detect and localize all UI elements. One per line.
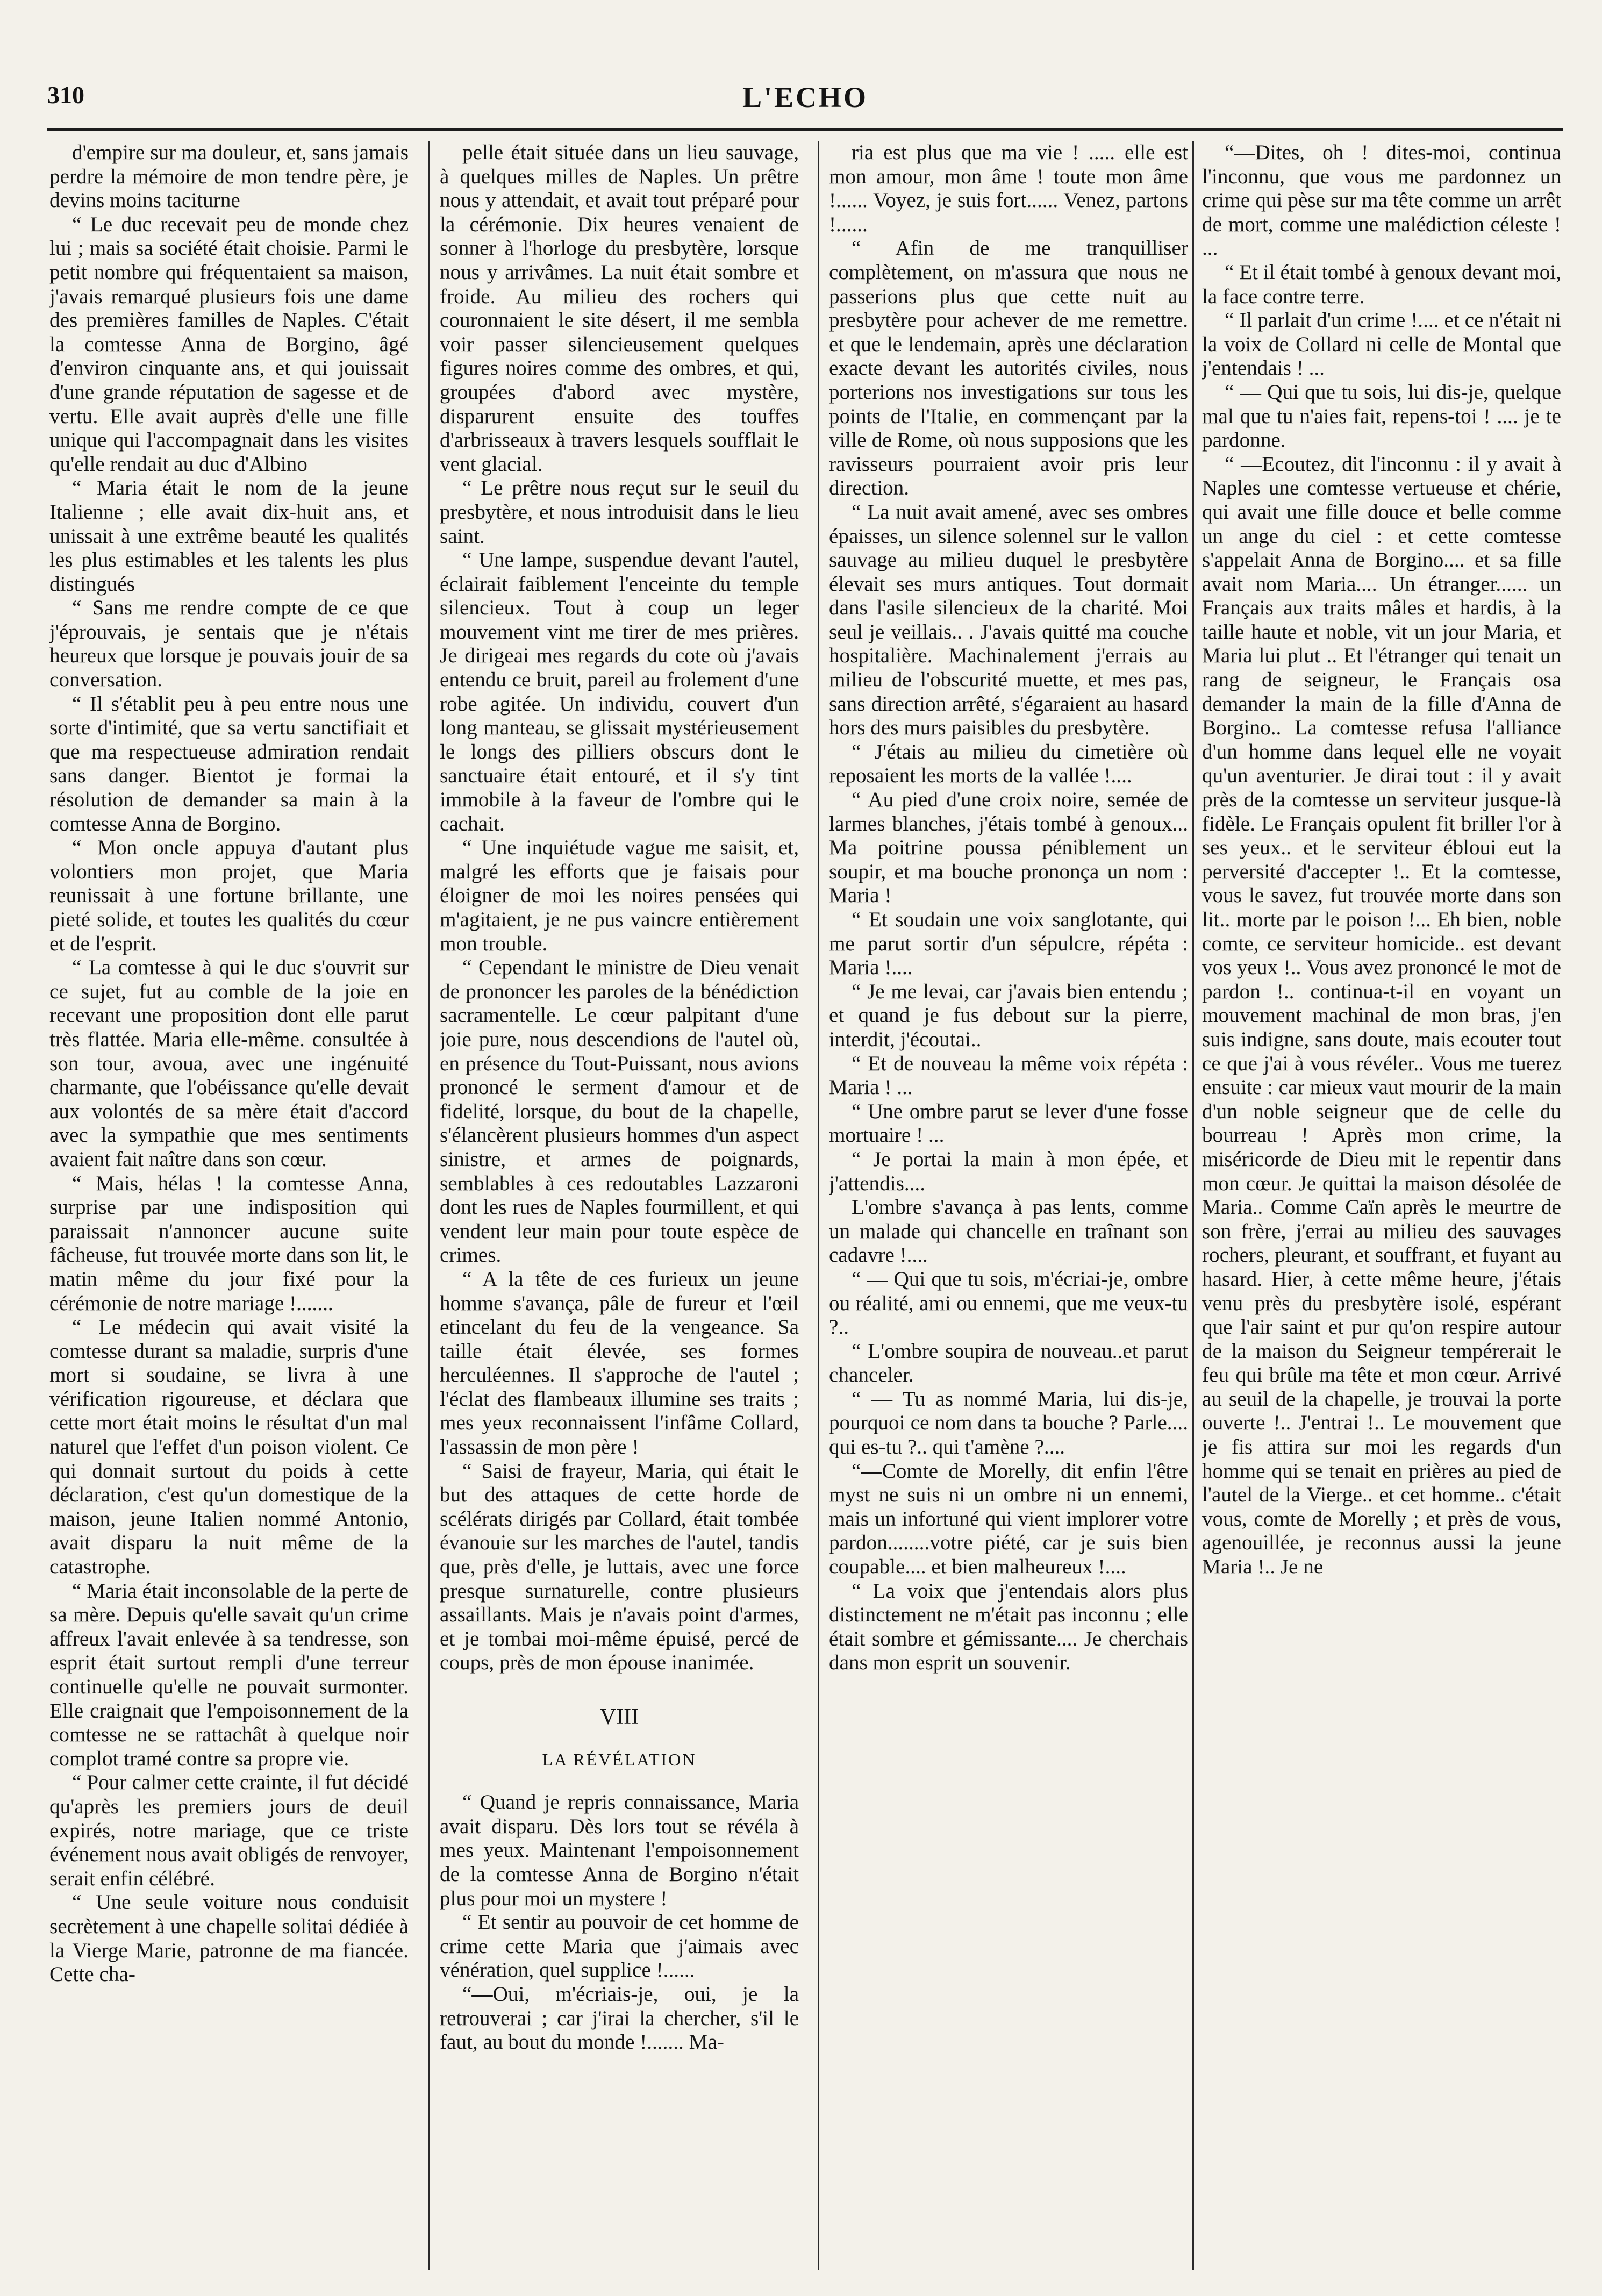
paragraph: “ La nuit avait amené, avec ses ombres épaisses, un silence solennel sur le vallon sauvage au milieu duquel le presbytère élevait ses murs antiques. Tout dormait dans l'asile silencieux de la charité. Moi seul je veillais.. . J'avais quitté ma couche hospitalière. Machinalement j'errais au milieu de l'obscurité muette, et mes pas, sans direction arrêté, s'égaraient au hasard hors des murs paisibles du presbytère. [829, 500, 1188, 740]
paragraph: “ Une inquiétude vague me saisit, et, malgré les efforts que je faisais pour éloigner de moi les noires pensées qui m'agitaient, je ne pus vaincre entièrement mon trouble. [440, 836, 799, 955]
column-divider [1192, 141, 1194, 2270]
paragraph: “ Afin de me tranquilliser complètement, on m'assura que nous ne passerions plus que cette nuit au presbytère pour achever de me remettre. et que le lendemain, après une déclaration exacte devant les autorités civiles, nous porterions nos investigations sur tous les points de l'Italie, en commençant par la ville de Rome, où nous supposions que les ravisseurs pourraient avoir pris leur direction. [829, 237, 1188, 500]
paragraph: “ Mon oncle appuya d'autant plus volontiers mon projet, que Maria reunissait à une fortune brillante, une pieté solide, et toutes les qualités du cœur et de l'esprit. [49, 836, 409, 955]
text-column-4 [1202, 141, 1561, 2270]
text-column-2 [440, 141, 799, 2270]
paragraph: “ Je portai la main à mon épée, et j'attendis.... [829, 1147, 1188, 1195]
text-column-3 [829, 141, 1188, 2270]
paragraph: “ A la tête de ces furieux un jeune homme s'avança, pâle de fureur et l'œil etincelant du feu de la vengeance. Sa taille était élevée, ses formes herculéennes. Il s'approche de l'autel ; l'éclat des flambeaux illumine ses traits ; mes yeux reconnaissent l'infâme Collard, l'assassin de mon père ! [440, 1267, 799, 1459]
chapter-number: VIII [599, 1705, 639, 1729]
paragraph: “ — Tu as nommé Maria, lui dis-je, pourquoi ce nom dans ta bouche ? Parle.... qui es-tu ?.. qui t'amène ?.... [829, 1387, 1188, 1459]
page-title: L'ECHO [742, 81, 869, 113]
paragraph: “—Dites, oh ! dites-moi, continua l'inconnu, que vous me pardonnez un crime qui pèse sur ma tête comme un arrêt de mort, comme une malédiction céleste ! ... [1202, 141, 1561, 260]
paragraph: “ Une lampe, suspendue devant l'autel, éclairait faiblement l'enceinte du temple silencieux. Tout à coup un leger mouvement vint me tirer de mes prières. Je dirigeai mes regards du cote où j'avais entendu ce bruit, pareil au frolement d'une robe agitée. Un individu, couvert d'un long manteau, se glissait mystérieusement le longs des pilliers obscurs dont le sanctuaire était entouré, et il s'y tint immobile à la faveur de l'ombre qui le cachait. [440, 548, 799, 835]
header-rule [47, 128, 1563, 131]
paragraph: “ Le prêtre nous reçut sur le seuil du presbytère, et nous introduisit dans le lieu saint. [440, 476, 799, 548]
paragraph: “ Sans me rendre compte de ce que j'éprouvais, je sentais que je n'étais heureux que lorsque je pouvais jouir de sa conversation. [49, 596, 409, 692]
paragraph: d'empire sur ma douleur, et, sans jamais perdre la mémoire de mon tendre père, je devins moins taciturne [49, 141, 409, 212]
paragraph: “ Le médecin qui avait visité la comtesse durant sa maladie, surpris d'une mort si soudaine, se livra à une vérification rigoureuse, et déclara que cette mort était moins le résultat d'un mal naturel que l'effet d'un poison violent. Ce qui donnait surtout du poids à cette déclaration, c'est qu'un domestique de la maison, jeune Italien nommé Antonio, avait disparu la nuit même de la catastrophe. [49, 1315, 409, 1579]
paragraph: “ — Qui que tu sois, lui dis-je, quelque mal que tu n'aies fait, repens-toi ! .... je te pardonne. [1202, 380, 1561, 452]
paragraph: “ Pour calmer cette crainte, il fut décidé qu'après les premiers jours de deuil expirés, notre mariage, que ce triste événement nous avait obligés de renvoyer, serait enfin célébré. [49, 1771, 409, 1890]
paragraph: “—Comte de Morelly, dit enfin l'être myst ne suis ni un ombre ni un ennemi, mais un infortuné qui vient implorer votre pardon........votre piété, car je suis bien coupable.... et bien malheureux !.... [829, 1459, 1188, 1579]
paragraph: “ J'étais au milieu du cimetière où reposaient les morts de la vallée !.... [829, 740, 1188, 788]
paragraph: “ — Qui que tu sois, m'écriai-je, ombre ou réalité, ami ou ennemi, que me veux-tu ?.. [829, 1267, 1188, 1339]
paragraph: “ La voix que j'entendais alors plus distinctement ne m'était pas inconnu ; elle était sombre et gémissante.... Je cherchais dans mon esprit un souvenir. [829, 1579, 1188, 1675]
paragraph: “ Cependant le ministre de Dieu venait de prononcer les paroles de la bénédiction sacramentelle. Le cœur palpitant d'une joie pure, nous descendions de l'autel où, en présence du Tout-Puissant, nous avions prononcé le serment d'amour et de fidelité, lorsque, du bout de la chapelle, s'élancèrent plusieurs hommes d'un aspect sinistre, et armes de poignards, semblables à ces redoutables Lazzaroni dont les rues de Naples fourmillent, et qui vendent leur main pour toute espèce de crimes. [440, 956, 799, 1267]
paragraph: “ Une ombre parut se lever d'une fosse mortuaire ! ... [829, 1099, 1188, 1147]
paragraph: “ Il parlait d'un crime !.... et ce n'était ni la voix de Collard ni celle de Montal que j'entendais ! ... [1202, 309, 1561, 380]
paragraph: pelle était située dans un lieu sauvage, à quelques milles de Naples. Un prêtre nous y attendait, et avait tout préparé pour la cérémonie. Dix heures venaient de sonner à l'horloge du presbytère, lorsque nous y arrivâmes. La nuit était sombre et froide. Au milieu des rochers qui couronnaient le site désert, il me sembla voir passer silencieusement quelques figures noires comme des ombres, et qui, groupées d'abord avec mystère, disparurent ensuite des touffes d'arbrisseaux à travers lesquels soufflait le vent glacial. [440, 141, 799, 476]
paragraph: “ Et de nouveau la même voix répéta : Maria ! ... [829, 1052, 1188, 1099]
paragraph: “ La comtesse à qui le duc s'ouvrit sur ce sujet, fut au comble de la joie en recevant une proposition dont elle parut très flattée. Maria elle-même. consultée à son tour, avoua, avec une ingénuité charmante, que l'obéissance qu'elle devait aux volontés de sa mère était d'accord avec la sympathie que mes sentiments avaient fait naître dans son cœur. [49, 956, 409, 1171]
paragraph: “ Mais, hélas ! la comtesse Anna, surprise par une indisposition qui paraissait n'annoncer aucune suite fâcheuse, fut trouvée morte dans son lit, le matin même du jour fixé pour la cérémonie de notre mariage !....... [49, 1171, 409, 1315]
paragraph: “ Et sentir au pouvoir de cet homme de crime cette Maria que j'aimais avec vénération, quel supplice !...... [440, 1911, 799, 1982]
paragraph: “ Saisi de frayeur, Maria, qui était le but des attaques de cette horde de scélérats dirigés par Collard, était tombée évanouie sur les marches de l'autel, tandis que, près d'elle, je luttais, avec une force presque surnaturelle, contre plusieurs assaillants. Mais je n'avais point d'armes, et je tombai moi-même épuisé, percé de coups, près de mon épouse inanimée. [440, 1459, 799, 1675]
paragraph: “ Et il était tombé à genoux devant moi, la face contre terre. [1202, 260, 1561, 308]
column-divider [428, 141, 430, 2270]
paragraph: “ Quand je repris connaissance, Maria avait disparu. Dès lors tout se révéla à mes yeux. Maintenant l'empoisonnement de la comtesse Anna de Borgino n'était plus pour moi un mystere ! [440, 1791, 799, 1910]
chapter-title: LA RÉVÉLATION [542, 1749, 697, 1769]
page-number: 310 [47, 81, 84, 109]
column-divider [818, 141, 819, 2270]
paragraph: “ Il s'établit peu à peu entre nous une sorte d'intimité, que sa vertu sanctifiait et que ma respectueuse admiration rendait sans danger. Bientot je formai la résolution de demander sa main à la comtesse Anna de Borgino. [49, 692, 409, 835]
paragraph: “ Maria était le nom de la jeune Italienne ; elle avait dix-huit ans, et unissait à une extrême beauté les qualités les plus estimables et les talents les plus distingués [49, 476, 409, 596]
paragraph: “ —Ecoutez, dit l'inconnu : il y avait à Naples une comtesse vertueuse et chérie, qui avait une fille douce et belle comme un ange du ciel : et cette comtesse s'appelait Anna de Borgino.... et sa fille avait nom Maria.... Un étranger...... un Français aux traits mâles et hardis, à la taille haute et noble, vit un jour Maria, et Maria lui plut .. Et l'étranger qui tenait un rang de seigneur, le Français osa demander la main de la fille d'Anna de Borgino.. La comtesse refusa l'alliance d'un homme dans lequel elle ne voyait qu'un aventurier. Je dirai tout : il y avait près de la comtesse un serviteur jusque-là fidèle. Le Français opulent fit briller l'or à ses yeux.. et le serviteur ébloui eut la perversité d'accepter !.. Et la comtesse, vous le savez, fut trouvée morte dans son lit.. morte par le poison !... Eh bien, noble comte, ce serviteur homicide.. est devant vos yeux !.. Vous avez prononcé le mot de pardon !.. continua-t-il en voyant un mouvement machinal de mon bras, j'en suis indigne, sans doute, mais ecouter tout ce que j'ai à vous révéler.. Vous me tuerez ensuite : car mieux vaut mourir de la main d'un noble seigneur que de celle du bourreau ! Après mon crime, la miséricorde de Dieu mit le repentir dans mon cœur. Je quittai la maison désolée de Maria.. Comme Caïn après le meurtre de son frère, j'errai au milieu des sauvages rochers, pleurant, et souffrant, et fuyant au hasard. Hier, à cette même heure, j'étais venu près du presbytère isolé, espérant que l'air saint et pur qu'on respire autour de la maison du Seigneur tempérerait le feu qui brûle ma tête et mon cœur. Arrivé au seuil de la chapelle, je trouvai la porte ouverte !.. J'entrai !.. Le mouvement que je fis attira sur moi les regards d'un homme qui se tenait en prières au pied de l'autel de la Vierge.. et cet homme.. c'était vous, comte de Morelly ; et près de vous, agenouillée, je reconnus aussi la jeune Maria !.. Je ne [1202, 452, 1561, 1579]
paragraph: L'ombre s'avança à pas lents, comme un malade qui chancelle en traînant son cadavre !.... [829, 1196, 1188, 1267]
paragraph: “ Je me levai, car j'avais bien entendu ; et quand je fus debout sur la pierre, interdit, j'écoutai.. [829, 979, 1188, 1051]
paragraph: “ Et soudain une voix sanglotante, qui me parut sortir d'un sépulcre, répéta : Maria !.... [829, 908, 1188, 979]
page-header [47, 81, 1563, 124]
paragraph: “ Au pied d'une croix noire, semée de larmes blanches, j'étais tombé à genoux... Ma poitrine poussa péniblement un soupir, et ma bouche prononça un nom : Maria ! [829, 788, 1188, 907]
paragraph: “ Le duc recevait peu de monde chez lui ; mais sa société était choisie. Parmi le petit nombre qui fréquentaient sa maison, j'avais remarqué plusieurs fois une dame des premières familles de Naples. C'était la comtesse Anna de Borgino, âgé d'environ cinquante ans, et qui jouissait d'une grande réputation de sagesse et de vertu. Elle avait auprès d'elle une fille unique qui l'accompagnait dans les visites qu'elle rendait au duc d'Albino [49, 212, 409, 476]
paragraph: “ Maria était inconsolable de la perte de sa mère. Depuis qu'elle savait qu'un crime affreux l'avait enlevée à sa tendresse, son esprit était surtout rempli d'une terreur continuelle qu'elle ne pouvait surmonter. Elle craignait que l'empoisonnement de la comtesse ne se rattachât à quelque noir complot tramé contre sa propre vie. [49, 1579, 409, 1770]
paragraph: “ Une seule voiture nous conduisit secrètement à une chapelle solitai dédiée à la Vierge Marie, patronne de ma fiancée. Cette cha- [49, 1891, 409, 1986]
paragraph: “—Oui, m'écriais-je, oui, je la retrouverai ; car j'irai la chercher, s'il le faut, au bout du monde !....... Ma- [440, 1982, 799, 2054]
paragraph: ria est plus que ma vie ! ..... elle est mon amour, mon âme ! toute mon âme !...... Voyez, je suis fort...... Venez, partons !...... [829, 141, 1188, 236]
text-column-1 [49, 141, 409, 2270]
paragraph: “ L'ombre soupira de nouveau..et parut chanceler. [829, 1339, 1188, 1387]
